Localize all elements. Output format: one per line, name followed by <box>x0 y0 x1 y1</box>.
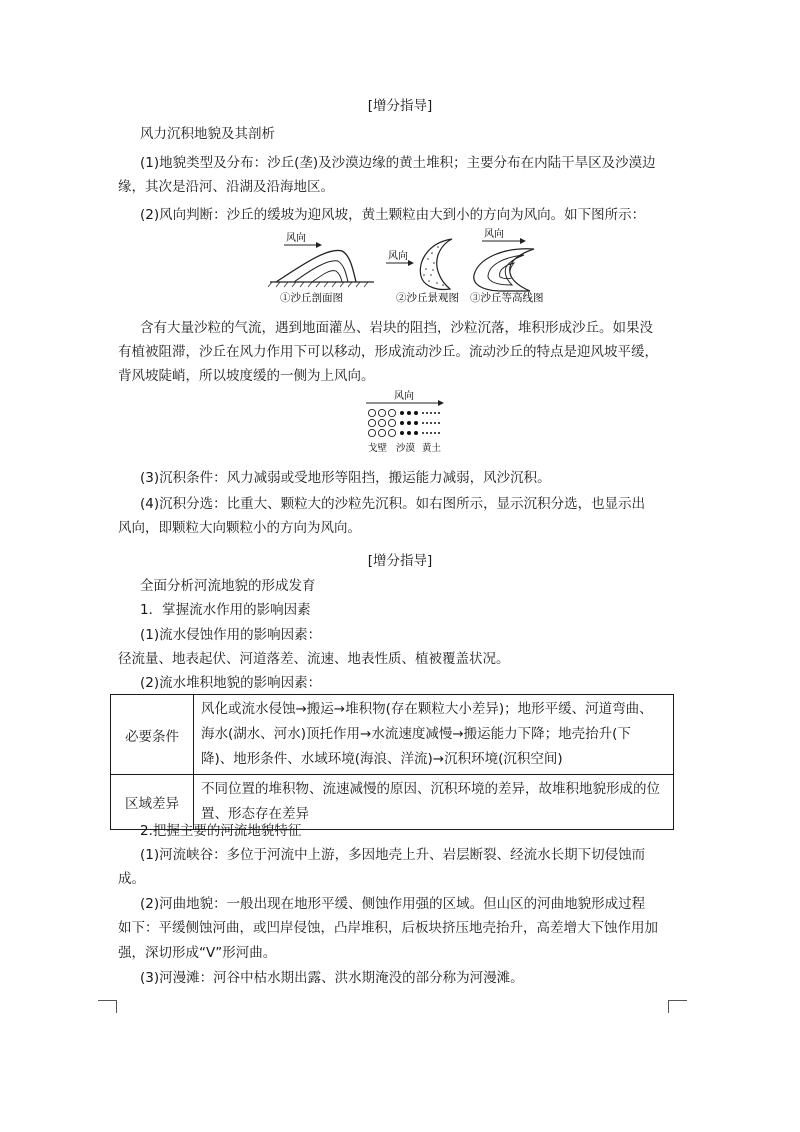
section-heading: [增分指导] <box>367 553 433 569</box>
dune-profile-inner <box>312 271 342 282</box>
dune-profile-middle <box>294 261 348 282</box>
table-cell <box>194 695 674 775</box>
paragraph-line: (2)风向判断：沙丘的缓坡为迎风坡，黄土颗粒由大到小的方向为风向。如下图所示： <box>140 207 646 223</box>
sand-dots-large <box>400 411 418 435</box>
paragraph-line: (1)地貌类型及分布：沙丘(垄)及沙漠边缘的黄土堆积；主要分布在内陆干旱区及沙漠边 <box>140 155 656 171</box>
table-row-header: 区域差异 <box>111 775 194 830</box>
sorting-figure <box>360 389 450 455</box>
barchan-dune <box>420 239 452 290</box>
wind-arrow-head <box>520 238 526 244</box>
wind-label: 风向 <box>484 229 504 240</box>
gravel-circles <box>368 409 395 436</box>
wind-label: 风向 <box>388 251 408 262</box>
paragraph-line: (3)河漫滩：河谷中枯水期出露、洪水期淹没的部分称为河漫滩。 <box>140 970 524 986</box>
zone-label: 戈壁 <box>368 443 388 454</box>
paragraph-line: 成。 <box>118 871 145 887</box>
paragraph-line: (4)沉积分选：比重大、颗粒大的沙粒先沉积。如右图所示，显示沉积分选，也显示出 <box>140 496 646 512</box>
contour-inner <box>500 263 514 279</box>
crop-mark <box>668 1000 687 1013</box>
paragraph-line: 背风坡陡峭，所以坡度缓的一侧为上风向。 <box>118 368 375 384</box>
paragraph-line: 径流量、地表起伏、河道落差、流速、地表性质、植被覆盖状况。 <box>118 651 510 667</box>
figure-caption: ③沙丘等高线图 <box>470 292 544 304</box>
contour-middle <box>488 255 524 285</box>
wind-arrow-head <box>438 400 444 406</box>
dune-profile-outer <box>276 250 356 282</box>
wind-label: 风向 <box>394 391 414 402</box>
paragraph-line: (2)河曲地貌：一般出现在地形平缓、侧蚀作用强的区域。但山区的河曲地貌形成过程 <box>140 896 646 912</box>
paragraph-line: 有植被阻滞，沙丘在风力作用下可以移动，形成流动沙丘。流动沙丘的特点是迎风坡平缓， <box>118 344 658 360</box>
zone-label: 黄土 <box>422 443 442 454</box>
figure-caption: ①沙丘剖面图 <box>280 292 343 304</box>
section-heading: [增分指导] <box>367 98 433 114</box>
table-row <box>111 695 674 775</box>
paragraph-line: (2)流水堆积地貌的影响因素： <box>140 675 322 691</box>
sand-dots <box>423 246 444 286</box>
section-subtitle: 全面分析河流地貌的形成发育 <box>140 578 316 594</box>
table-cell-line: 风化或流水侵蚀→搬运→堆积物(存在颗粒大小差异)；地形平缓、河道弯曲、 <box>201 701 653 717</box>
paragraph-line: (1)流水侵蚀作用的影响因素： <box>140 627 322 643</box>
paragraph-line: 缘，其次是沿河、沿湖及沿海地区。 <box>118 179 334 195</box>
ground-hatch <box>268 282 368 287</box>
crop-mark <box>98 1000 117 1013</box>
wind-arrow-head <box>316 242 322 248</box>
list-item-heading: 1．掌握流水作用的影响因素 <box>140 602 311 618</box>
section-subtitle: 风力沉积地貌及其剖析 <box>140 126 275 142</box>
wind-arrow-head <box>408 260 414 266</box>
wind-label: 风向 <box>286 233 306 244</box>
table-cell-line: 海水(湖水、河水)顶托作用→水流速度减慢→搬运能力下降；地壳抬升(下 <box>201 726 631 742</box>
paragraph-line: (1)河流峡谷：多位于河流中上游，多因地壳上升、岩层断裂、经流水长期下切侵蚀而 <box>140 847 646 863</box>
table-cell-line: 不同位置的堆积物、流速减慢的原因、沉积环境的差异，故堆积地貌形成的位 <box>201 781 660 797</box>
figure-caption: ②沙丘景观图 <box>396 292 459 304</box>
paragraph-line: 强，深切形成“V”形河曲。 <box>118 945 277 961</box>
deposition-factors-table <box>110 694 674 830</box>
paragraph-line: 如下：平缓侧蚀河曲，或凹岸侵蚀，凸岸堆积，后板块挤压地壳抬升，高差增大下蚀作用加 <box>118 920 658 936</box>
list-item-heading: 2.把握主要的河流地貌特征 <box>140 823 302 839</box>
dune-figure <box>262 225 562 307</box>
table-row-header: 必要条件 <box>111 695 194 775</box>
paragraph-line: 含有大量沙粒的气流，遇到地面灌丛、岩块的阻挡，沙粒沉落，堆积形成沙丘。如果没 <box>140 320 653 336</box>
paragraph-line: (3)沉积条件：风力减弱或受地形等阻挡，搬运能力减弱，风沙沉积。 <box>140 470 551 486</box>
paragraph-line: 风向，即颗粒大向颗粒小的方向为风向。 <box>118 520 361 536</box>
table-cell-line: 置、形态存在差异 <box>201 806 309 822</box>
table-cell-line: 降)、地形条件、水域环境(海浪、洋流)→沉积环境(沉积空间) <box>201 751 563 767</box>
zone-label: 沙漠 <box>396 443 416 454</box>
loess-dots-small <box>422 412 440 434</box>
